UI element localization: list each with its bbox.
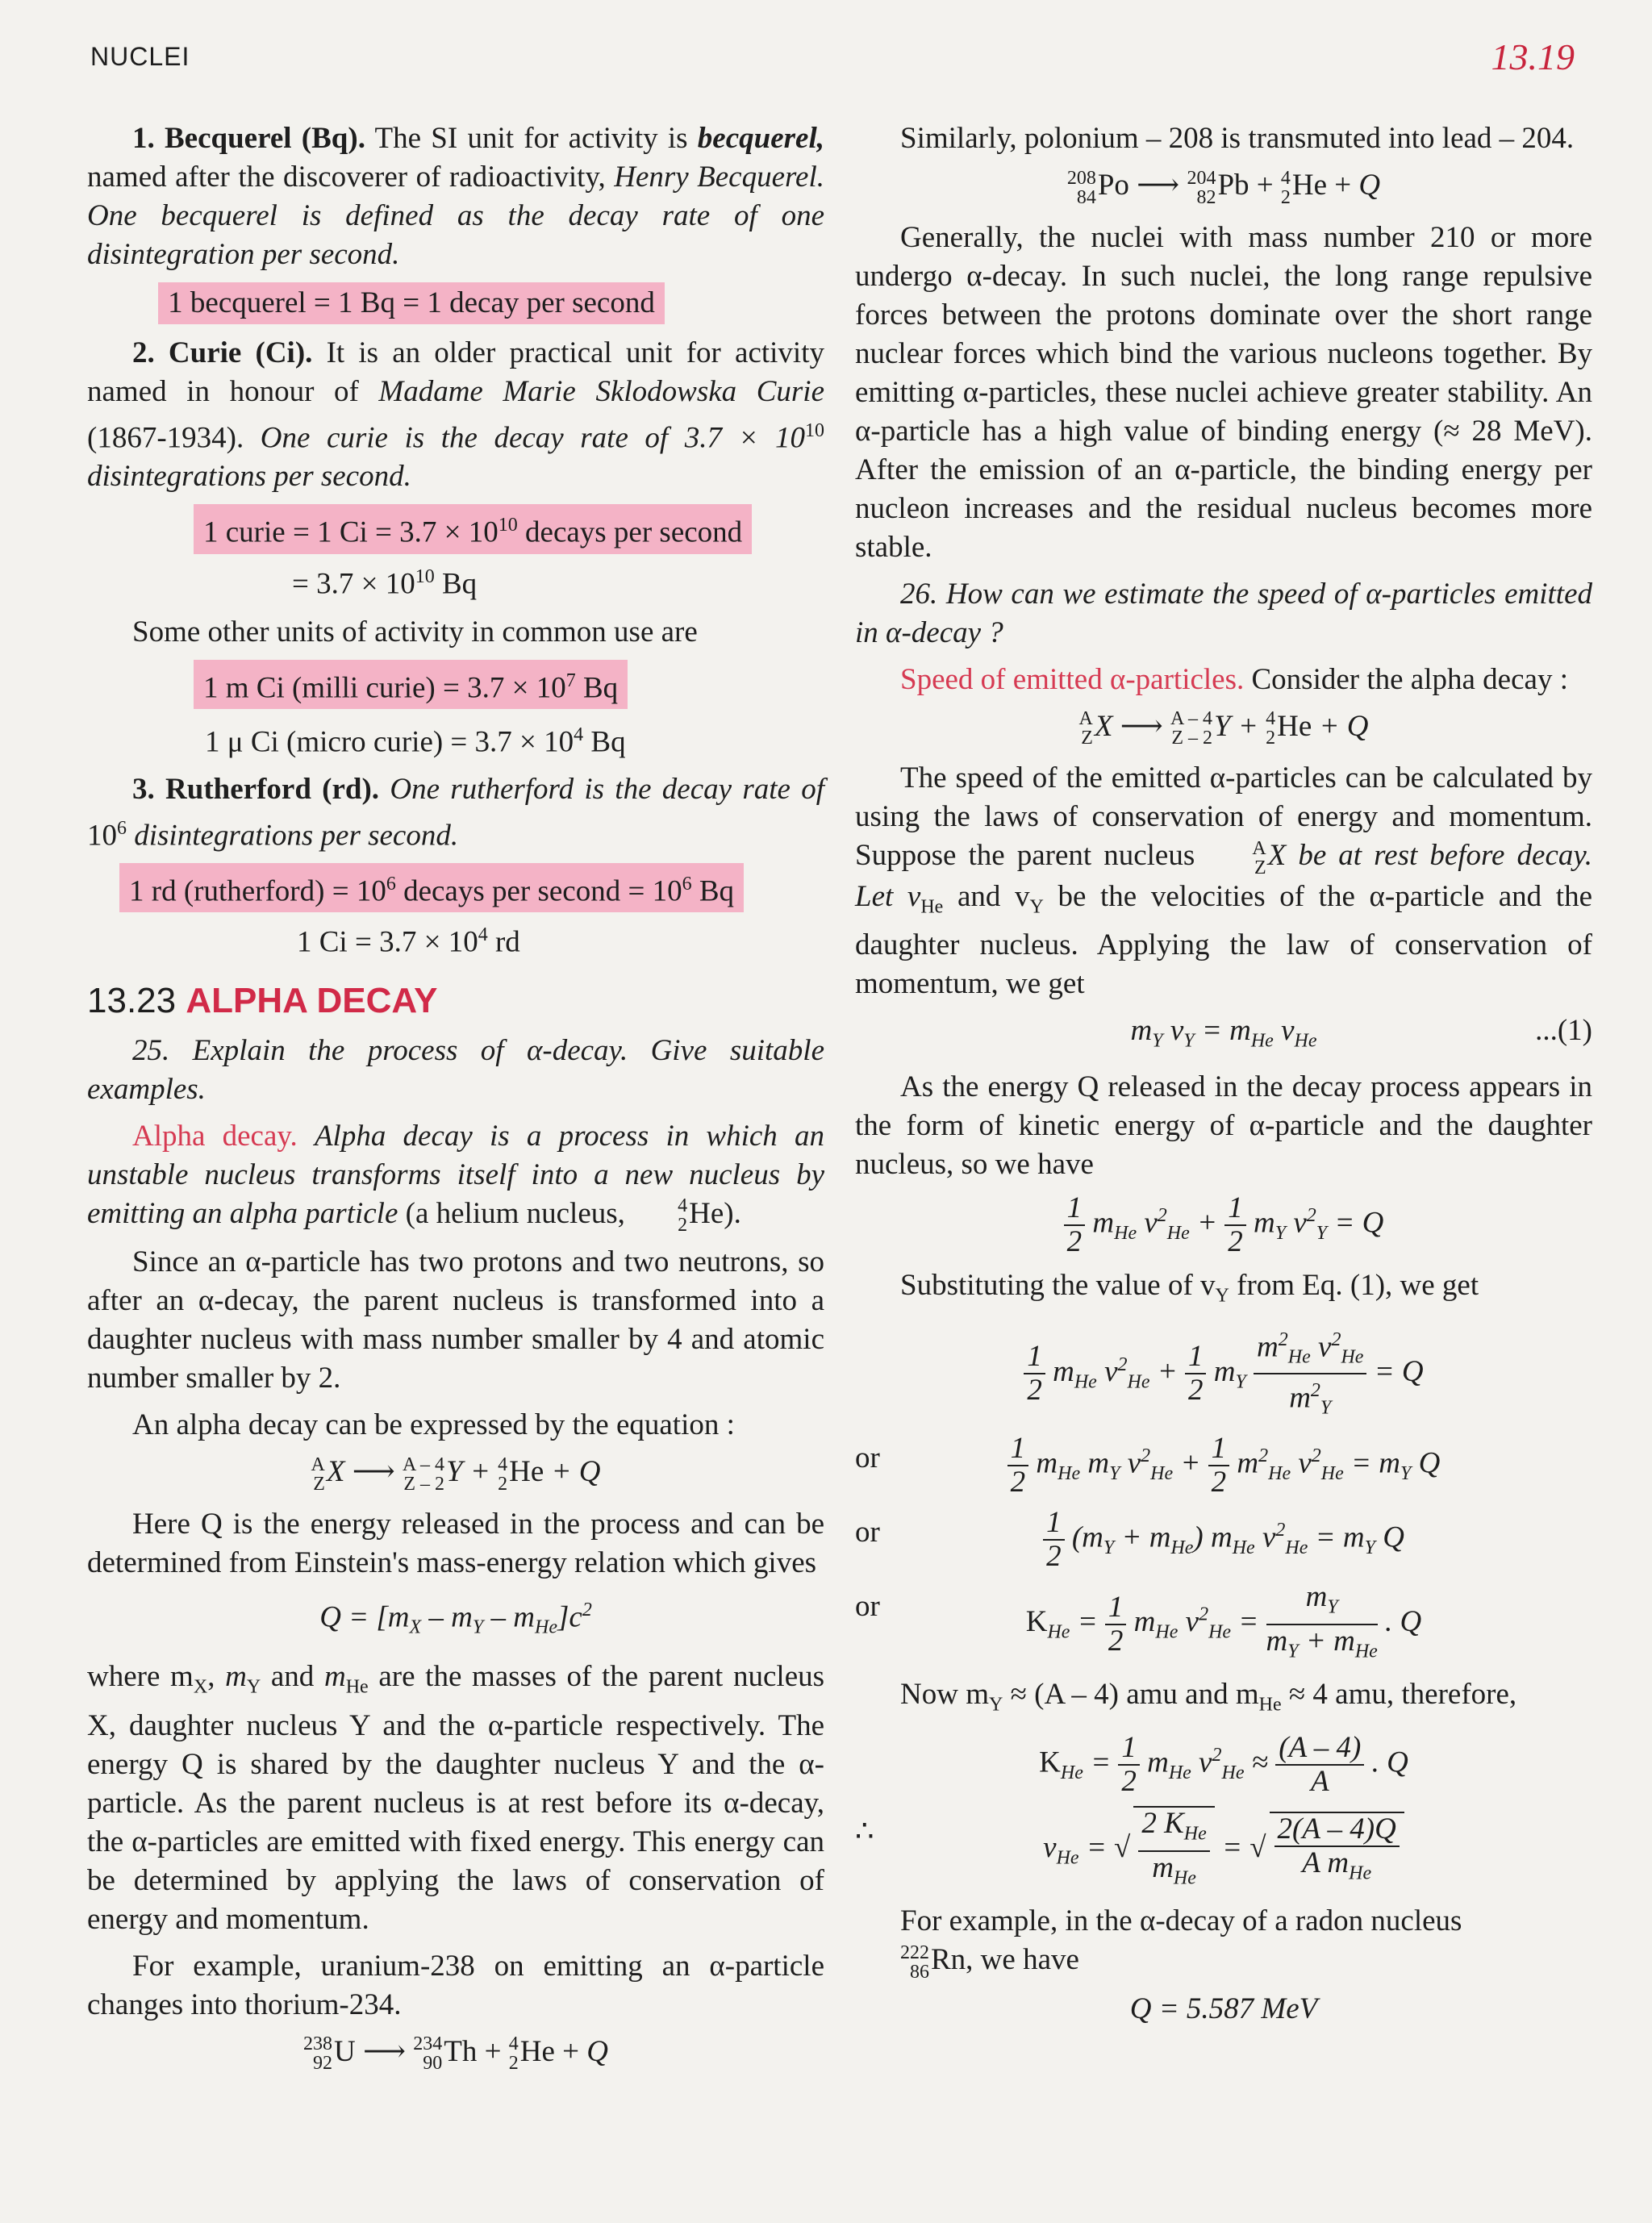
rutherford-paragraph: 3. Rutherford (rd). One rutherford is the decay rate of $10^6$ disintegrations per second.: [87, 772, 824, 852]
equation-intro: An alpha decay can be expressed by the equation :: [132, 1408, 735, 1442]
equation-step-3: or $\frac{1}{2}$ $(m_Y + m_{He})$ $m_{He}$ $v^2_{He} = m_Y$ Q: [855, 1506, 1404, 1574]
approx-kinetic-equation: $K_{He}$ = $\frac{1}{2}$ $m_{He}$ $v^2_{He}$ ≈ $\frac{(A - 4)}{A}$ . Q: [1039, 1731, 1408, 1799]
polonium-equation: 208 84Po ⟶ 204 82Pb + 4 2He + Q: [1066, 167, 1381, 208]
radon-example: For example, in the α-decay of a radon nucleus 222 86Rn, we have: [900, 1904, 1462, 1983]
curie-paragraph: 2. Curie (Ci). It is an older practical unit for activity named in honour of Madame Marie Sklodowska Curie (1867-1934). One curie is the decay rate of $3.7 \times 10^{10}$ disintegrations per second.: [87, 336, 825, 494]
uranium-example: For example, uranium-238 on emitting an α-particle changes into thorium-234.: [87, 1949, 824, 2021]
section-heading: 13.23 ALPHA DECAY: [87, 980, 438, 1020]
alpha-decay-definition: Alpha decay. Alpha decay is a process in which an unstable nucleus transforms itself into a new nucleus by emitting an alpha particle (a helium nucleus, 4 2He).: [87, 1119, 825, 1237]
millicurie-box: 1 m Ci (milli curie) = $3.7 \times 10^7$ Bq: [194, 660, 628, 709]
becquerel-paragraph: 1. Becquerel (Bq). The SI unit for activity is becquerel, named after the discoverer of radioactivity, Henry Becquerel. One becquerel is defined as the decay rate of one disintegration per second.: [87, 122, 825, 271]
speed-intro: Speed of emitted α-particles. Consider the alpha decay :: [900, 662, 1568, 696]
other-units-paragraph: Some other units of activity in common use are: [132, 615, 698, 649]
becquerel-box: 1 becquerel = 1 Bq = 1 decay per second: [158, 282, 665, 324]
uranium-equation: 238 92U ⟶ 234 90Th + 4 2He + Q: [303, 2033, 608, 2075]
momentum-equation: $m_Y$ $v_Y = m_{He}$ $v_{He}$ ...(1): [1130, 1013, 1592, 1052]
chapter-title: NUCLEI: [90, 42, 190, 71]
speed-equation: ∴ $v_{He}$ = √ $\frac{2 K_{He}}{m_{He}}$ = √ $\frac{2(A - 4)Q}{A m_{He}}$: [855, 1806, 1592, 1894]
right-column: [855, 119, 1592, 2040]
equation-step-2: or $\frac{1}{2}$ $m_{He}$ $m_Y$ $v^2_{He}$ + $\frac{1}{2}$ $m^2_{He}$ $v^2_{He} = m_Y$ Q: [855, 1432, 1441, 1499]
curie-box: 1 curie = 1 $Ci = 3.7 \times 10^{10}$ decays per second: [194, 504, 752, 553]
energy-paragraph: As the energy Q released in the decay process appears in the form of kinetic energy of α-particle and the daughter nucleus, so we have: [855, 1070, 1592, 1182]
microcurie-equation: 1 μ Ci (micro curie) = $3.7 \times 10^4$ Bq: [205, 724, 626, 759]
rutherford-box: 1 rd (rutherford) = $10^6$ decays per second = $10^6$ Bq: [119, 863, 744, 912]
radon-q-value: Q = 5.587 MeV: [1129, 1992, 1318, 2025]
kinetic-energy-equation: or $K_{He}$ = $\frac{1}{2}$ $m_{He}$ $v^2_{He}$ = $\frac{m_Y}{m_Y + m_{He}}$ . Q: [855, 1580, 1422, 1662]
approximation-paragraph: Now $m_Y \approx (A - 4)$ amu and $m_{He} \approx 4$ amu, therefore,: [900, 1677, 1517, 1716]
masses-paragraph: where $m_X$, $m_Y$ and $m_{He}$ are the masses of the parent nucleus X, daughter nucleus Y and the α-particle respectively. The energy Q is shared by the daughter nucleus Y and the α-particle. As the parent nucleus is at rest before its α-decay, the α-particles are emitted with fixed energy. This energy can be determined by applying the laws of conservation of energy and momentum.: [87, 1660, 825, 1936]
substituted-equation: $\frac{1}{2}$ $m_{He}$ $v^2_{He}$ + $\frac{1}{2}$ $m_Y$ $\frac{m^2_{He} v^2_{He}}{m^2_Y}$ = Q: [855, 1324, 1592, 1424]
energy-released-paragraph: Here Q is the energy released in the process and can be determined from Einstein's mass-energy relation which gives: [87, 1507, 824, 1579]
ci-rd-equation: 1 $Ci = 3.7 \times 10^4$ rd: [297, 924, 520, 959]
energy-equation: $\frac{1}{2}$ $m_{He}$ $v^2_{He}$ + $\frac{1}{2}$ $m_Y$ $v^2_Y = Q$: [855, 1192, 1592, 1258]
conservation-paragraph: The speed of the emitted α-particles can be calculated by using the laws of conservation of energy and momentum. Suppose the parent nucleus A ZX be at rest before decay. Let $v_{He}$ and $v_Y$ be the velocities of the α-particle and the daughter nucleus. Applying the law of conservation of momentum, we get: [855, 761, 1592, 1000]
alpha-particle-paragraph: Since an α-particle has two protons and two neutrons, so after an α-decay, the parent nucleus is transformed into a daughter nucleus with mass number smaller by 4 and atomic number smaller by 2.: [87, 1245, 824, 1395]
left-column: [87, 119, 824, 2084]
alpha-decay-equation: A ZX ⟶ A – 4 Z – 2Y + 4 2He + Q: [311, 1454, 601, 1495]
stability-paragraph: Generally, the nuclei with mass number 210 or more undergo α-decay. In such nuclei, the long range repulsive forces between the protons dominate over the short range nuclear forces which bind the various nucleons together. By emitting α-particles, these nuclei achieve greater stability. An α-particle has a high value of binding energy (≈ 28 MeV). After the emission of an α-particle, the binding energy per nucleon increases and the residual nucleus becomes more stable.: [855, 220, 1592, 564]
substitution-paragraph: Substituting the value of $v_Y$ from Eq. (1), we get: [900, 1269, 1479, 1307]
alpha-decay-equation-2: A ZX ⟶ A – 4 Z – 2Y + 4 2He + Q: [1078, 708, 1369, 749]
polonium-paragraph: Similarly, polonium – 208 is transmuted into lead – 204.: [900, 122, 1575, 155]
curie-bq-equation: = $3.7 \times 10^{10}$ Bq: [292, 565, 478, 600]
question-26: 26. How can we estimate the speed of α-particles emitted in α-decay ?: [855, 577, 1592, 649]
q-value-equation: $Q = [m_X - m_Y - m_{He}]c^2$: [319, 1599, 592, 1638]
page-number: 13.19: [1491, 36, 1575, 77]
question-25: 25. Explain the process of α-decay. Give suitable examples.: [87, 1033, 824, 1106]
